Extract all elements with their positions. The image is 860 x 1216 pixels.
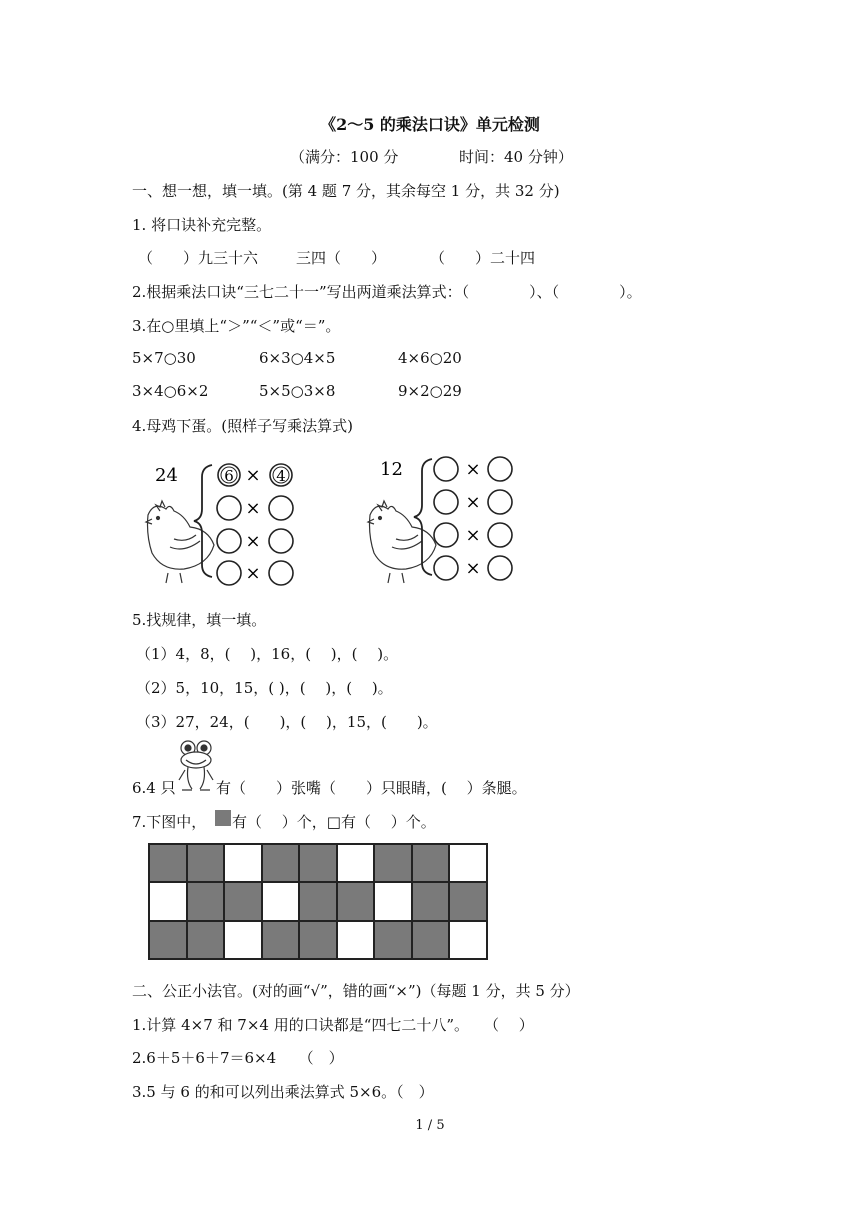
time-info: 时间：40 分钟）	[459, 148, 573, 166]
page-title: 《2～5 的乘法口诀》单元检测	[320, 115, 540, 134]
gray-cell	[374, 844, 412, 882]
question-1: 1. 将口诀补充完整。	[132, 216, 272, 234]
q5-item-2: （2）5，10，15，( )，( )，( )。	[136, 679, 393, 697]
q3-item-3: 4×6○20	[398, 349, 462, 367]
gray-cell	[449, 882, 487, 920]
gray-cell	[224, 882, 262, 920]
gray-cell	[299, 921, 337, 959]
right-egg-count: 12	[380, 459, 403, 480]
q1-item-3: （ ）二十四	[430, 249, 536, 267]
question-7-prefix: 7.下图中，	[132, 813, 207, 831]
times-sign: ×	[245, 465, 261, 486]
q3-item-1: 5×7○30	[132, 349, 196, 367]
section1-heading: 一、想一想，填一填。(第 4 题 7 分，其余每空 1 分，共 32 分)	[132, 182, 560, 200]
q5-item-1: （1）4，8，( )，16，( )，( )。	[136, 645, 399, 663]
white-cell	[224, 921, 262, 959]
gray-cell	[187, 844, 225, 882]
svg-text:×: ×	[465, 492, 481, 513]
q3-item-2: 6×3○4×5	[259, 349, 336, 367]
question-7-text: 有（ ）个，□有（ ）个。	[232, 813, 436, 831]
svg-text:×: ×	[465, 558, 481, 579]
white-cell	[262, 882, 300, 920]
q3-item-5: 5×5○3×8	[259, 382, 336, 400]
white-cell	[224, 844, 262, 882]
example-factor-1: 6	[224, 467, 234, 485]
q1-item-2: 三四（ ）	[296, 249, 387, 267]
svg-text:×: ×	[245, 563, 261, 584]
page-number: 1 / 5	[415, 1118, 445, 1133]
judge-item-2: 2.6＋5＋6＋7＝6×4 （ ）	[132, 1049, 344, 1067]
question-5: 5.找规律，填一填。	[132, 611, 267, 629]
gray-cell	[299, 844, 337, 882]
gray-cell	[187, 921, 225, 959]
white-cell	[374, 882, 412, 920]
hen-icon	[368, 501, 436, 583]
white-cell	[337, 921, 375, 959]
question-4: 4.母鸡下蛋。(照样子写乘法算式)	[132, 417, 354, 435]
example-factor-2: 4	[276, 467, 286, 485]
svg-text:×: ×	[245, 498, 261, 519]
gray-cell	[262, 921, 300, 959]
gray-cell	[149, 844, 187, 882]
hen-figures	[130, 455, 550, 590]
question-6-prefix: 6.4 只	[132, 779, 176, 797]
svg-text:×: ×	[465, 459, 481, 480]
question-2: 2.根据乘法口诀“三七二十一”写出两道乘法算式：（ ）、（ ）。	[132, 283, 642, 301]
left-egg-count: 24	[155, 465, 178, 486]
gray-cell	[374, 921, 412, 959]
svg-text:×: ×	[465, 525, 481, 546]
frog-icon	[176, 740, 216, 796]
gray-cell	[337, 882, 375, 920]
q3-item-6: 9×2○29	[398, 382, 462, 400]
gray-cell	[412, 882, 450, 920]
gray-square-icon	[215, 810, 231, 826]
section2-heading: 二、公正小法官。(对的画“√”，错的画“×”)（每题 1 分，共 5 分）	[132, 982, 580, 1000]
square-grid	[148, 843, 488, 960]
gray-cell	[262, 844, 300, 882]
white-cell	[449, 921, 487, 959]
gray-cell	[412, 844, 450, 882]
gray-cell	[149, 921, 187, 959]
q5-item-3: （3）27，24，( )，( )，15，( )。	[136, 713, 438, 731]
q3-item-4: 3×4○6×2	[132, 382, 209, 400]
gray-cell	[299, 882, 337, 920]
gray-cell	[412, 921, 450, 959]
white-cell	[449, 844, 487, 882]
question-3: 3.在○里填上“＞”“＜”或“＝”。	[132, 317, 341, 335]
svg-text:×: ×	[245, 531, 261, 552]
judge-item-3: 3.5 与 6 的和可以列出乘法算式 5×6。（ ）	[132, 1083, 434, 1101]
white-cell	[149, 882, 187, 920]
white-cell	[337, 844, 375, 882]
gray-cell	[187, 882, 225, 920]
judge-item-1: 1.计算 4×7 和 7×4 用的口诀都是“四七二十八”。 （ ）	[132, 1016, 534, 1034]
score-info: （满分：100 分	[290, 148, 399, 166]
q1-item-1: （ ）九三十六	[138, 249, 259, 267]
question-6-text: 有（ ）张嘴（ ）只眼睛，( ）条腿。	[216, 779, 527, 797]
